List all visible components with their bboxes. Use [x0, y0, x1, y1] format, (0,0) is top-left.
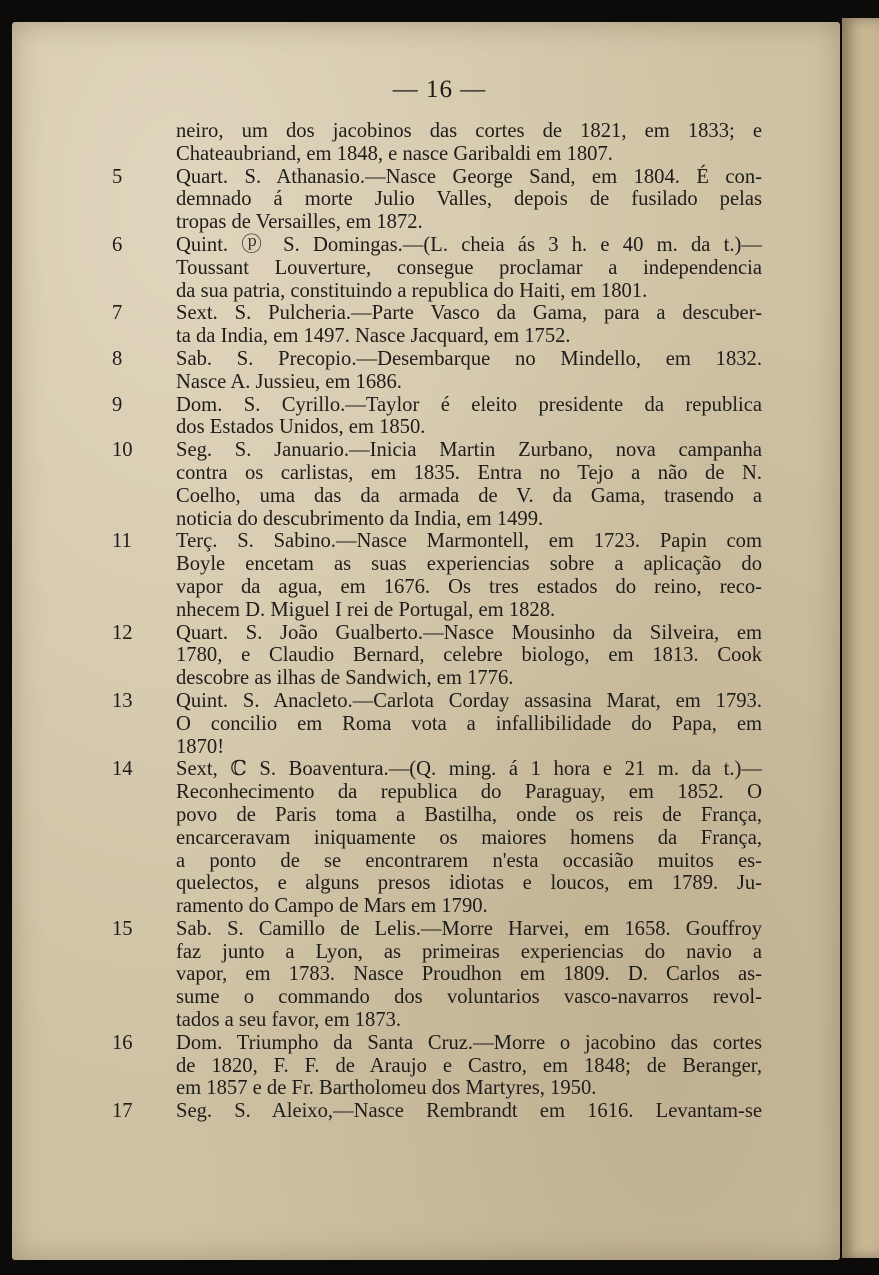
day-number: 16: [112, 1031, 133, 1054]
text-line: Reconhecimento da republica do Paraguay, em 1852. O: [176, 781, 762, 804]
text-line: Sext, ℂ S. Boaventura.—(Q. ming. á 1 hora e 21 m. da t.)—: [176, 758, 762, 781]
text-line: de 1820, F. F. de Araujo e Castro, em 1848; de Beranger,: [176, 1054, 762, 1077]
text-line: Toussant Louverture, consegue proclamar a independencia: [176, 256, 762, 279]
text-line: dos Estados Unidos, em 1850.: [176, 416, 426, 439]
text-line: tados a seu favor, em 1873.: [176, 1009, 402, 1032]
day-number: 15: [112, 917, 133, 940]
text-line: ta da India, em 1497. Nasce Jacquard, em 1752.: [176, 325, 571, 348]
text-line: vapor, em 1783. Nasce Proudhon em 1809. D. Carlos as-: [176, 963, 762, 986]
text-line: em 1857 e de Fr. Bartholomeu dos Martyres, 1950.: [176, 1077, 597, 1100]
text-line: Terç. S. Sabino.—Nasce Marmontell, em 1723. Papin com: [176, 530, 762, 553]
text-line: sume o commando dos voluntarios vasco-navarros revol-: [176, 986, 762, 1009]
day-entry: [112, 302, 762, 348]
day-number: 10: [112, 439, 133, 462]
text-line: Sext. S. Pulcheria.—Parte Vasco da Gama, para a descuber-: [176, 302, 762, 325]
text-line: Nasce A. Jussieu, em 1686.: [176, 370, 402, 393]
day-entry: [112, 1100, 762, 1123]
day-number: 5: [112, 165, 123, 188]
text-line: Chateaubriand, em 1848, e nasce Garibaldi em 1807.: [176, 142, 613, 165]
text-line: Sab. S. Camillo de Lelis.—Morre Harvei, em 1658. Gouffroy: [176, 917, 762, 940]
text-line: Quart. S. Athanasio.—Nasce George Sand, em 1804. É con-: [176, 165, 762, 188]
day-entry: [112, 1031, 762, 1100]
text-line: Coelho, uma das da armada de V. da Gama, trasendo a: [176, 484, 762, 507]
text-line: contra os carlistas, em 1835. Entra no Tejo a não de N.: [176, 461, 762, 484]
day-entry: [112, 621, 762, 690]
day-entry: [112, 530, 762, 621]
text-line: Quint. ⓟ S. Domingas.—(L. cheia ás 3 h. e 40 m. da t.)—: [176, 233, 762, 256]
text-line: Quart. S. João Gualberto.—Nasce Mousinho da Silveira, em: [176, 621, 762, 644]
text-line: vapor da agua, em 1676. Os tres estados do reino, reco-: [176, 575, 762, 598]
text-line: descobre as ilhas de Sandwich, em 1776.: [176, 667, 514, 690]
day-entry: [112, 347, 762, 394]
text-line: Sab. S. Precopio.—Desembarque no Mindello, em 1832.: [176, 347, 762, 370]
page-number: — 16 —: [392, 76, 487, 103]
facing-page-edge: [842, 18, 879, 1258]
day-entry: [112, 165, 762, 234]
text-line: tropas de Versailles, em 1872.: [176, 211, 423, 234]
text-line: Dom. S. Cyrillo.—Taylor é eleito presidente da republica: [176, 393, 762, 416]
almanac-text: [112, 120, 762, 1123]
continuation-paragraph: [130, 120, 762, 166]
text-line: a ponto de se encontrarem n'esta occasião muitos es-: [176, 849, 762, 872]
day-entry: [112, 689, 762, 758]
text-line: encarceravam iniquamente os maiores homens da França,: [176, 826, 762, 849]
day-number: 12: [112, 621, 133, 644]
day-number: 7: [112, 302, 123, 325]
day-entry: [112, 439, 762, 530]
day-entry: [112, 758, 762, 918]
text-line: povo de Paris toma a Bastilha, onde os reis de França,: [176, 803, 762, 826]
day-number: 9: [112, 393, 123, 416]
day-entry: [112, 393, 762, 440]
text-line: O concilio em Roma vota a infallibilidade do Papa, em: [176, 712, 762, 735]
day-number: 11: [112, 530, 132, 553]
text-line: demnado á morte Julio Valles, depois de fusilado pelas: [176, 188, 762, 211]
text-line: 1870!: [176, 735, 225, 758]
day-number: 14: [112, 758, 133, 781]
text-line: Seg. S. Januario.—Inicia Martin Zurbano, nova campanha: [176, 439, 762, 462]
text-line: Dom. Triumpho da Santa Cruz.—Morre o jacobino das cortes: [176, 1031, 762, 1054]
text-line: quelectos, e alguns presos idiotas e loucos, em 1789. Ju-: [176, 872, 762, 895]
text-line: neiro, um dos jacobinos das cortes de 1821, em 1833; e: [176, 120, 762, 142]
text-line: nhecem D. Miguel I rei de Portugal, em 1828.: [176, 598, 556, 621]
day-entry: [112, 233, 762, 302]
day-number: 8: [112, 347, 123, 370]
text-line: Quint. S. Anacleto.—Carlota Corday assasina Marat, em 1793.: [176, 689, 762, 712]
day-entry: [112, 917, 762, 1032]
day-entries: [112, 165, 762, 1123]
text-line: da sua patria, constituindo a republica do Haiti, em 1801.: [176, 279, 648, 302]
text-line: Boyle encetam as suas experiencias sobre a aplicação do: [176, 553, 762, 576]
text-line: ramento do Campo de Mars em 1790.: [176, 895, 488, 918]
text-line: noticia do descubrimento da India, em 1499.: [176, 507, 544, 530]
day-number: 17: [112, 1100, 133, 1123]
text-line: 1780, e Claudio Bernard, celebre biologo, em 1813. Cook: [176, 644, 762, 667]
day-number: 6: [112, 233, 123, 256]
text-line: Seg. S. Aleixo,—Nasce Rembrandt em 1616. Levantam-se: [176, 1100, 762, 1123]
text-line: faz junto a Lyon, as primeiras experiencias do navio a: [176, 940, 762, 963]
day-number: 13: [112, 689, 133, 712]
